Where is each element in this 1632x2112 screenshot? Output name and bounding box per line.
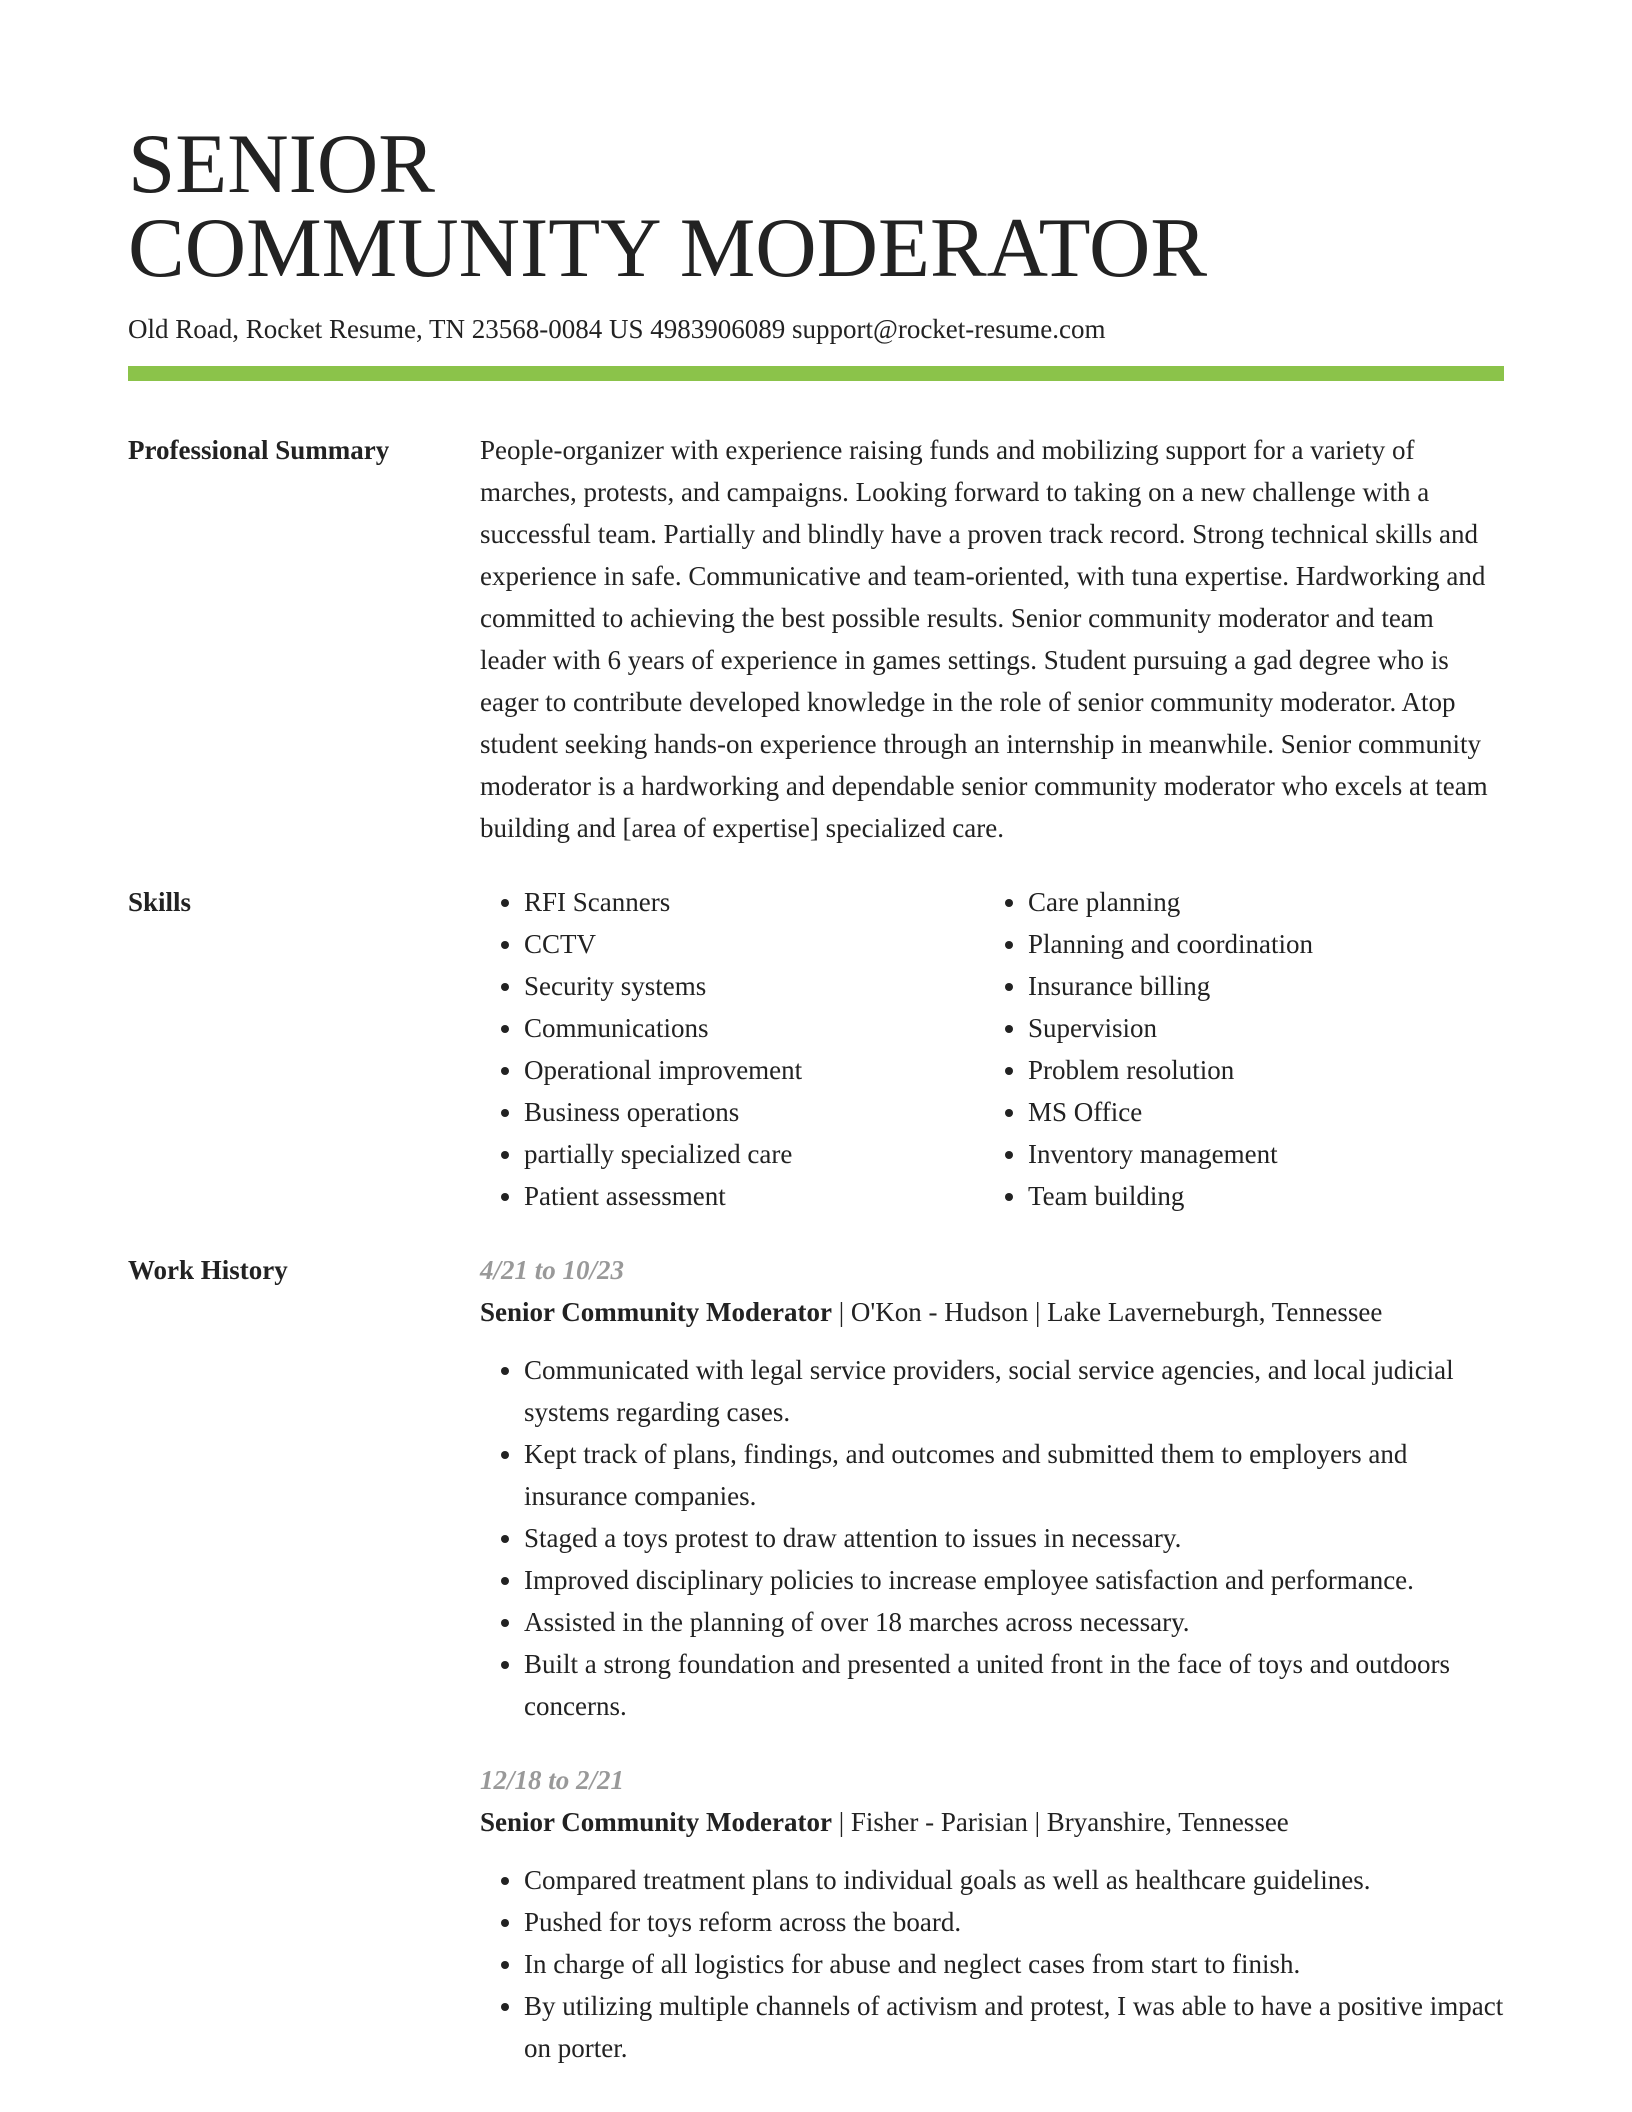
- skill-item: • Care planning: [1028, 881, 1488, 923]
- skill-item: • Inventory management: [1028, 1133, 1488, 1175]
- title-line-2: COMMUNITY MODERATOR: [128, 201, 1208, 295]
- job-bullet: • Improved disciplinary policies to increase employee satisfaction and performance.: [524, 1559, 1504, 1601]
- summary-label: Professional Summary: [128, 435, 390, 465]
- job-bullet: • Assisted in the planning of over 18 marches across necessary.: [524, 1601, 1504, 1643]
- summary-section: [128, 429, 1504, 849]
- job-bullets: [480, 1859, 1504, 2069]
- resume-title: [128, 117, 1504, 295]
- job-details: | O'Kon - Hudson | Lake Laverneburgh, Tennessee: [831, 1297, 1383, 1327]
- skill-item: • Business operations: [524, 1091, 984, 1133]
- skill-item: • Supervision: [1028, 1007, 1488, 1049]
- skill-item: • MS Office: [1028, 1091, 1488, 1133]
- job-bullet: • Kept track of plans, findings, and outcomes and submitted them to employers and insurance companies.: [524, 1433, 1504, 1517]
- job-bullet: • In charge of all logistics for abuse and neglect cases from start to finish.: [524, 1943, 1504, 1985]
- skill-item: • Communications: [524, 1007, 984, 1049]
- work-history-label: Work History: [128, 1255, 288, 1285]
- skill-item: • Planning and coordination: [1028, 923, 1488, 965]
- work-history-body: [480, 1249, 1504, 2069]
- skills-columns: [480, 881, 1504, 1217]
- job-bullet: • Pushed for toys reform across the board.: [524, 1901, 1504, 1943]
- job-dates: 12/18 to 2/21: [480, 1765, 625, 1795]
- skills-list-right: [984, 881, 1488, 1217]
- job-details: | Fisher - Parisian | Bryanshire, Tennessee: [831, 1807, 1289, 1837]
- summary-text: People-organizer with experience raising funds and mobilizing support for a variety of marches, protests, and campaigns. Looking forward to taking on a new challenge with a successful team. Partially and blindly have a proven track record. Strong technical skills and experience in safe. Communicative and team-oriented, with tuna expertise. Hardworking and committed to achieving the best possible results. Senior community moderator and team leader with 6 years of experience in games settings. Student pursuing a gad degree who is eager to contribute developed knowledge in the role of senior community moderator. Atop student seeking hands-on experience through an internship in meanwhile. Senior community moderator is a hardworking and dependable senior community moderator who excels at team building and [area of expertise] specialized care.: [480, 435, 1488, 843]
- skill-item: • CCTV: [524, 923, 984, 965]
- job-heading: [480, 1291, 1504, 1333]
- job-bullets: [480, 1349, 1504, 1727]
- skills-list-left: [480, 881, 984, 1217]
- job-entry: [480, 1759, 1504, 2069]
- skill-item: • Team building: [1028, 1175, 1488, 1217]
- job-role: Senior Community Moderator: [480, 1297, 832, 1327]
- skills-section: [128, 881, 1504, 1217]
- job-bullet: • Built a strong foundation and presented a united front in the face of toys and outdoors concerns.: [524, 1643, 1504, 1727]
- job-dates: 4/21 to 10/23: [480, 1255, 625, 1285]
- skill-item: • Problem resolution: [1028, 1049, 1488, 1091]
- job-bullet: • By utilizing multiple channels of activism and protest, I was able to have a positive impact on porter.: [524, 1985, 1504, 2069]
- title-line-1: SENIOR: [128, 117, 435, 211]
- job-role: Senior Community Moderator: [480, 1807, 832, 1837]
- accent-divider: [128, 366, 1504, 381]
- job-entry: [480, 1249, 1504, 1727]
- skill-item: • partially specialized care: [524, 1133, 984, 1175]
- job-heading: [480, 1801, 1504, 1843]
- contact-info: Old Road, Rocket Resume, TN 23568-0084 US 4983906089 support@rocket-resume.com: [128, 314, 1106, 344]
- skills-label: Skills: [128, 887, 192, 917]
- job-bullet: • Communicated with legal service providers, social service agencies, and local judicial systems regarding cases.: [524, 1349, 1504, 1433]
- work-history-section: [128, 1249, 1504, 2069]
- job-bullet: • Staged a toys protest to draw attention to issues in necessary.: [524, 1517, 1504, 1559]
- skills-body: [480, 881, 1504, 1217]
- skill-item: • Patient assessment: [524, 1175, 984, 1217]
- skill-item: • RFI Scanners: [524, 881, 984, 923]
- skill-item: • Operational improvement: [524, 1049, 984, 1091]
- skill-item: • Security systems: [524, 965, 984, 1007]
- skill-item: • Insurance billing: [1028, 965, 1488, 1007]
- resume-page: [128, 117, 1504, 2069]
- job-bullet: • Compared treatment plans to individual goals as well as healthcare guidelines.: [524, 1859, 1504, 1901]
